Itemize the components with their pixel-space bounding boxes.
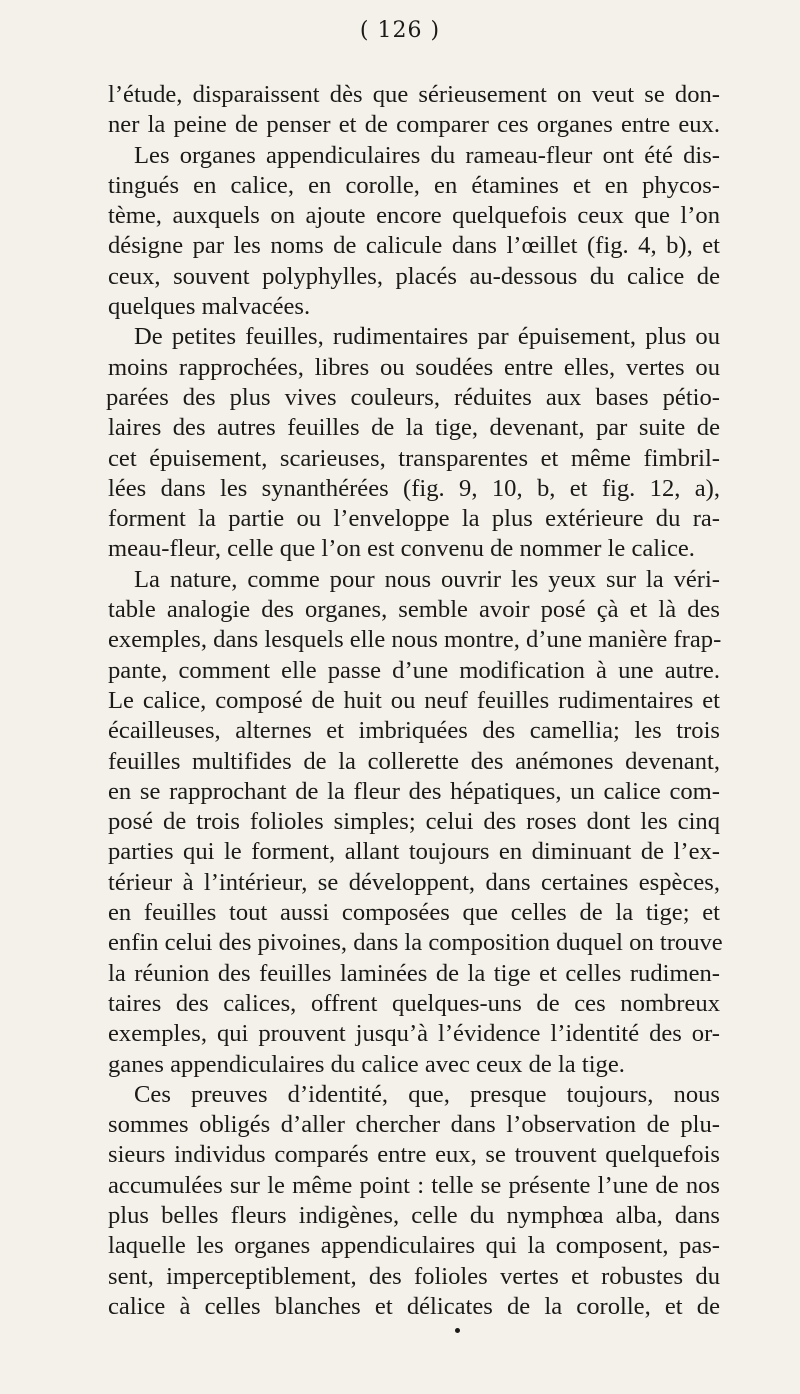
text-line: l’étude, disparaissent dès que sérieusement on veut se don- <box>108 81 720 108</box>
text-line: plus belles fleurs indigènes, celle du nymphœa alba, dans <box>108 1201 720 1229</box>
text-line: ganes appendiculaires du calice avec ceux de la tige. <box>108 1050 625 1078</box>
text-line: pante, comment elle passe d’une modification à une autre. <box>108 656 720 684</box>
text-line: sommes obligés d’aller chercher dans l’observation de plu- <box>108 1111 720 1139</box>
text-line: forment la partie ou l’enveloppe la plus extérieure du ra- <box>108 505 720 533</box>
text-line: exemples, dans lesquels elle nous montre, d’une manière frap- <box>108 626 722 654</box>
text-line: accumulées sur le même point : telle se présente l’une de nos <box>108 1171 720 1199</box>
text-line: taires des calices, offrent quelques-uns de ces nombreux <box>108 989 720 1017</box>
paragraph-start-line: Ces preuves d’identité, que, presque toujours, nous <box>134 1080 720 1108</box>
text-line: la réunion des feuilles laminées de la tige et celles rudimen- <box>108 959 720 987</box>
text-line: ner la peine de penser et de comparer ces organes entre eux. <box>108 111 720 139</box>
body-text <box>106 80 723 1322</box>
text-line: parées des plus vives couleurs, réduites aux bases pétio- <box>106 383 720 411</box>
paragraph-start-line: Les organes appendiculaires du rameau-fleur ont été dis- <box>134 141 720 169</box>
text-line: sieurs individus comparés entre eux, se trouvent quelquefois <box>108 1141 720 1169</box>
paragraph-start-line: De petites feuilles, rudimentaires par épuisement, plus ou <box>134 323 720 351</box>
text-line: laquelle les organes appendiculaires qui la composent, pas- <box>108 1232 720 1260</box>
text-line: lées dans les synanthérées (fig. 9, 10, b, et fig. 12, a), <box>108 474 720 502</box>
text-line: tème, auxquels on ajoute encore quelquefois ceux que l’on <box>108 202 720 230</box>
text-line: moins rapprochées, libres ou soudées entre elles, vertes ou <box>108 353 720 381</box>
text-line: sent, imperceptiblement, des folioles vertes et robustes du <box>108 1262 720 1290</box>
text-line: écailleuses, alternes et imbriquées des camellia; les trois <box>108 717 720 745</box>
page-number: ( 126 ) <box>359 18 441 43</box>
text-line: Le calice, composé de huit ou neuf feuilles rudimentaires et <box>108 686 720 714</box>
text-line: enfin celui des pivoines, dans la composition duquel on trouve <box>108 929 723 957</box>
paragraph-start-line: La nature, comme pour nous ouvrir les yeux sur la véri- <box>134 565 720 593</box>
text-line: ceux, souvent polyphylles, placés au-dessous du calice de <box>108 262 720 290</box>
text-line: parties qui le forment, allant toujours en diminuant de l’ex- <box>108 838 720 866</box>
text-line: meau-fleur, celle que l’on est convenu de nommer le calice. <box>108 535 695 563</box>
text-line: laires des autres feuilles de la tige, devenant, par suite de <box>108 414 720 442</box>
text-line: posé de trois folioles simples; celui des roses dont les cinq <box>108 808 720 836</box>
text-line: désigne par les noms de calicule dans l’œillet (fig. 4, b), et <box>108 232 720 260</box>
text-line: térieur à l’intérieur, se développent, dans certaines espèces, <box>108 868 720 896</box>
text-line: en feuilles tout aussi composées que celles de la tige; et <box>108 899 720 927</box>
text-line: feuilles multifides de la collerette des anémones devenant, <box>108 747 720 775</box>
printer-dot <box>455 1328 460 1333</box>
text-line: tingués en calice, en corolle, en étamines et en phycos- <box>108 171 720 199</box>
text-line: en se rapprochant de la fleur des hépatiques, un calice com- <box>108 777 720 805</box>
text-line: quelques malvacées. <box>108 293 311 321</box>
text-line: table analogie des organes, semble avoir posé çà et là des <box>108 596 720 624</box>
text-line: calice à celles blanches et délicates de la corolle, et de <box>108 1292 720 1320</box>
text-line: cet épuisement, scarieuses, transparentes et même fimbril- <box>108 444 720 472</box>
text-line: exemples, qui prouvent jusqu’à l’évidence l’identité des or- <box>108 1020 720 1048</box>
